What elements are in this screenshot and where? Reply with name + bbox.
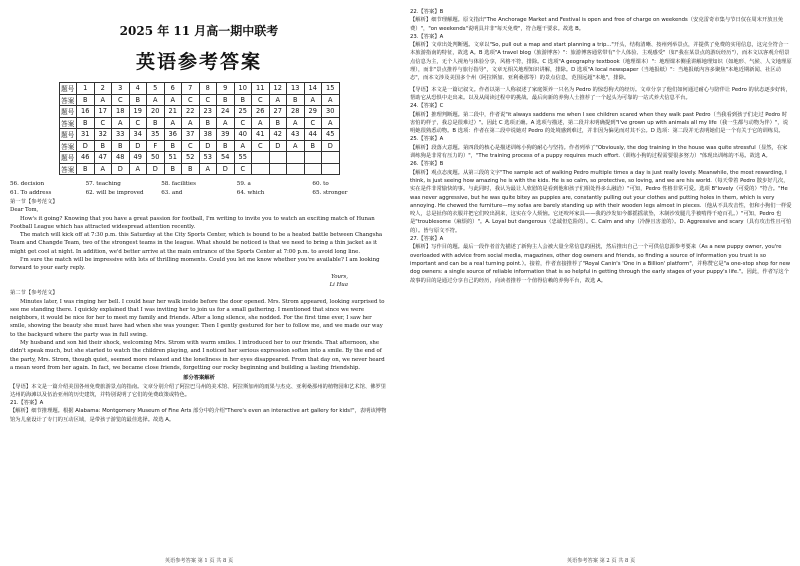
table-row bbox=[59, 117, 339, 129]
table-cell: 答案 bbox=[59, 117, 77, 129]
table-cell: A bbox=[304, 94, 322, 106]
writing1-greeting: Dear Tom, bbox=[10, 207, 39, 214]
table-cell: C bbox=[252, 94, 270, 106]
table-cell bbox=[269, 152, 287, 164]
table-cell: 23 bbox=[199, 106, 217, 118]
fill-answer: 65. stronger bbox=[312, 190, 348, 196]
table-cell bbox=[304, 163, 322, 175]
table-cell: D bbox=[77, 140, 95, 152]
table-cell: 50 bbox=[147, 152, 165, 164]
table-cell: D bbox=[129, 140, 147, 152]
writing1-heading: 第一节【参考范文】 bbox=[10, 199, 58, 205]
table-cell: 53 bbox=[199, 152, 217, 164]
q25-analysis: 【解析】段落大意题。第四段的核心是描述训练小狗的耐心与坚持。作者列举了"Obviously, the dog training in the house was quite stressful（显然，在家训练狗是非常有压力的）"，"The training process of a puppy requires much effort.（训练小狗的过程需要很多努力）"体现出训练的不易。故选 A。 bbox=[410, 144, 788, 160]
table-cell: A bbox=[269, 94, 287, 106]
table-cell: 49 bbox=[129, 152, 147, 164]
writing2-paragraph: Minutes later, I was ringing her bell. I could hear her walk inside before the door opened. Mrs. Strom appeared, looking surprised to see me standing there. I quickly explained that I was inviting her to join us for a small gathering. I mentioned that since we were neighbors, it would be nice for her to meet my family and friends. After a long silence, she nodded. For the first time ever, I saw her smile, showing the beauty she must have had when she was younger. Then I gently gestured for her to follow me, and we made our way to the backyard where the party was in full swing. bbox=[10, 298, 385, 338]
table-cell: 3 bbox=[112, 83, 130, 95]
answer-table bbox=[59, 82, 340, 175]
table-cell: 2 bbox=[94, 83, 112, 95]
table-cell: 题号 bbox=[59, 106, 77, 118]
writing2-heading: 第二节【参考范文】 bbox=[10, 290, 58, 297]
table-cell: F bbox=[147, 140, 165, 152]
table-cell: 29 bbox=[304, 106, 322, 118]
table-cell: B bbox=[164, 163, 182, 175]
table-cell: 7 bbox=[182, 83, 200, 95]
q24-analysis: 【解析】推理判断题。第二段中，作者说"it always saddens me when I see children scared when they walk past Pedro（当我看到孩子们走过 Pedro 时害怕的样子，我总是很难过）"。因此 C 选项正确。A 选项与描述，第二段并未明确提到"I've grown up with animals all my life（我一生都与动物为伴）"，说明她很熟悉动物。B 选项：作者在第二段中说她对 Pedro 的处境感到难过，并非因为偏见而对其不公。D 选项：第二段并无表明她们是一个有关于它的训练员。 bbox=[410, 111, 789, 135]
table-row bbox=[59, 106, 339, 118]
table-cell: 题号 bbox=[59, 152, 77, 164]
q24-answer: 24.【答案】C bbox=[410, 103, 444, 110]
fill-answer: 59. a bbox=[236, 181, 251, 187]
table-cell: 10 bbox=[234, 83, 252, 95]
table-cell: A bbox=[94, 163, 112, 175]
table-cell: C bbox=[182, 94, 200, 106]
table-cell: 55 bbox=[234, 152, 252, 164]
table-cell: 27 bbox=[269, 106, 287, 118]
q27-answer: 27.【答案】A bbox=[410, 236, 444, 243]
table-cell: C bbox=[182, 140, 200, 152]
table-cell: 21 bbox=[164, 106, 182, 118]
table-cell: 5 bbox=[147, 83, 165, 95]
table-cell bbox=[287, 163, 305, 175]
table-cell: B bbox=[147, 117, 165, 129]
fill-blank-answers bbox=[10, 180, 388, 198]
table-cell: 17 bbox=[94, 106, 112, 118]
fill-answer: 63. and bbox=[161, 190, 183, 196]
table-cell: B bbox=[217, 94, 235, 106]
table-cell: A bbox=[164, 94, 182, 106]
table-cell: 47 bbox=[94, 152, 112, 164]
table-cell: C bbox=[94, 117, 112, 129]
table-cell: 26 bbox=[252, 106, 270, 118]
writing1-paragraph: I'm sure the match will be impressive with lots of thrilling moments. Could you let me know whether you're available? I am looking forward to your early reply. bbox=[10, 257, 380, 272]
table-row bbox=[59, 140, 339, 152]
table-cell: 题号 bbox=[59, 129, 77, 141]
table-cell: 28 bbox=[287, 106, 305, 118]
table-cell: C bbox=[234, 117, 252, 129]
table-row bbox=[59, 152, 339, 164]
table-cell: A bbox=[147, 94, 165, 106]
table-cell: 33 bbox=[112, 129, 130, 141]
table-cell: D bbox=[269, 140, 287, 152]
table-cell: 18 bbox=[112, 106, 130, 118]
fill-answer: 62. will be improved bbox=[85, 190, 144, 196]
fill-answer: 60. to bbox=[312, 181, 329, 187]
table-cell: B bbox=[182, 163, 200, 175]
table-cell: B bbox=[94, 140, 112, 152]
table-cell: A bbox=[287, 140, 305, 152]
q23-analysis: 【解析】文章出处判断题。文章以"So, pull out a map and start planning a trip..."开头，结构清晰、按州列举景点，并提供了免费的实用信息，这完全符合一本旅游指南的特征，故选 A。B 选项"A travel blog（旅游博客）"：旅游博客通常带有"个人体验、主观感受"（如"我在某景点的游玩经历"），而本文以客观介绍景点信息为主，无个人视角与体验分享，风格不符，排除。C 选项"A geography textbook（地理课本）"：地理课本侧重讲解地理知识（如地形、气候、人文地理原理），而非"景点推荐与旅行指导"，文章无相关地理知识讲解，排除。D 选项"A local newspaper（当地报纸）"：当地报纸内容多聚焦"本地近期新闻、社区动态"，而本文涉及美国多个州（阿拉斯加、亚利桑那等）的景点信息，范围远超"本地"，排除。 bbox=[410, 42, 792, 82]
table-cell: 43 bbox=[287, 129, 305, 141]
table-cell: B bbox=[77, 94, 95, 106]
table-cell: C bbox=[234, 163, 252, 175]
page-footer-right: 英语参考答案 第 2 页 共 8 页 bbox=[566, 558, 636, 564]
table-cell: B bbox=[112, 140, 130, 152]
table-row bbox=[59, 83, 339, 95]
fill-answer: 64. which bbox=[236, 190, 265, 196]
table-row bbox=[59, 129, 339, 141]
q22-answer: 22.【答案】B bbox=[410, 9, 444, 15]
fill-answer: 58. facilities bbox=[161, 181, 196, 187]
table-cell: B bbox=[304, 140, 322, 152]
table-cell: C bbox=[304, 117, 322, 129]
table-cell: 20 bbox=[147, 106, 165, 118]
writing1-paragraph: How's it going? Knowing that you have a great passion for football, I'm writing to invite you to watch an exciting match of Hunan Football League which has attracted widespread attention recently. bbox=[10, 215, 375, 230]
table-cell: 46 bbox=[77, 152, 95, 164]
table-cell: A bbox=[322, 94, 340, 106]
table-cell: 11 bbox=[252, 83, 270, 95]
table-cell: A bbox=[129, 163, 147, 175]
table-cell: B bbox=[129, 94, 147, 106]
table-cell: 42 bbox=[269, 129, 287, 141]
table-cell: A bbox=[94, 94, 112, 106]
q25-answer: 25.【答案】A bbox=[410, 136, 444, 143]
table-cell: 答案 bbox=[59, 94, 77, 106]
q23-answer: 23.【答案】A bbox=[410, 33, 444, 40]
table-cell: 25 bbox=[234, 106, 252, 118]
table-cell bbox=[269, 163, 287, 175]
table-cell: 39 bbox=[217, 129, 235, 141]
table-cell: 4 bbox=[129, 83, 147, 95]
table-row bbox=[59, 163, 339, 175]
q26-answer: 26.【答案】B bbox=[410, 161, 444, 168]
table-cell bbox=[252, 152, 270, 164]
table-cell: A bbox=[287, 117, 305, 129]
table-cell: 22 bbox=[182, 106, 200, 118]
q21-analysis: 【解析】细节推理题。根据 Alabama: Montgomery Museum of Fine Arts 部分中的介绍"There's even an interactive art gallery for kids!"，表明该博物馆为儿童设计了专门的互动区域，是带孩子游览的最佳选择。故选 A。 bbox=[10, 408, 387, 423]
table-cell: 8 bbox=[199, 83, 217, 95]
table-cell: 1 bbox=[77, 83, 95, 95]
table-cell: B bbox=[269, 117, 287, 129]
table-cell: A bbox=[199, 163, 217, 175]
table-cell: B bbox=[199, 117, 217, 129]
writing2-paragraph: My husband and son hid their shock, welcoming Mrs. Strom with warm smiles. I introduced her to our friends. That afternoon, she didn't speak much, but she started to watch the children playing, and I noticed her serious expression soften into a smile. By the end of the party, Mrs. Strom, though quiet, seemed more relaxed and the loneliness in her eyes disappeared. From that day on, we never heard a mean word from her again. In fact, we became close friends, forgetting our rocky beginning and building a lasting friendship. bbox=[10, 340, 385, 371]
table-cell: D bbox=[217, 163, 235, 175]
table-cell: 48 bbox=[112, 152, 130, 164]
table-cell: 54 bbox=[217, 152, 235, 164]
right-column bbox=[402, 0, 800, 566]
q27-analysis: 【解析】写作目的题。最后一段作者首先描述了新狗主人会被大量全常信息的困扰，然后推出自己一个可供信息源参考要来（As a new puppy owner, you're overloaded with advice from social media, magazines, other dog owners and friends, so finding a source of information you trust is so important and can be a real turning point.）。接着，作者直接推荐了"Royal Canin's 'One in a Billion' platform"，并称赞它是"a one-stop shop for new dog owners: a single source of reliable information that is so helpful in getting through the early stages of your puppy's life."。因此，作者写这个故事的目的是通过分享自己的经历，向读者推荐一个值得信赖的养狗平台，故选 A。 bbox=[410, 244, 791, 284]
table-cell: 24 bbox=[217, 106, 235, 118]
q21-answer: 21.【答案】A bbox=[10, 400, 44, 407]
table-cell: C bbox=[199, 94, 217, 106]
table-cell: D bbox=[322, 140, 340, 152]
table-cell bbox=[322, 163, 340, 175]
table-cell: B bbox=[234, 94, 252, 106]
table-cell bbox=[322, 152, 340, 164]
table-cell: B bbox=[217, 140, 235, 152]
table-cell: 32 bbox=[94, 129, 112, 141]
table-cell: A bbox=[182, 117, 200, 129]
table-row bbox=[59, 94, 339, 106]
table-cell: 13 bbox=[287, 83, 305, 95]
table-cell: 题号 bbox=[59, 83, 77, 95]
table-cell: 9 bbox=[217, 83, 235, 95]
table-cell: 38 bbox=[199, 129, 217, 141]
table-cell: 35 bbox=[147, 129, 165, 141]
fill-answer: 56. decision bbox=[10, 181, 45, 187]
q22-analysis: 【解析】细节理解题。原文指出"The Anchorage Market and Festival is open and free of charge on weekends（安克雷奇市集与节日仅在周末开放且免费）"，"on weekends"说明具并非"每天免费"，符合题干要求。故选 B。 bbox=[410, 17, 784, 32]
table-cell: 52 bbox=[182, 152, 200, 164]
table-cell: 51 bbox=[164, 152, 182, 164]
table-cell: 44 bbox=[304, 129, 322, 141]
writing1-name: Li Hua bbox=[329, 281, 348, 288]
table-cell: 45 bbox=[322, 129, 340, 141]
q26-analysis: 【解析】观点态度题。从第三段的文字"The sample act of walking Pedro multiple times a day is just really lovely. Meanwhile, the most rewarding, I think, is just seeing how amazing he is with the kids. He is so calm, so protective, so loving, and we are his world.（每天带着 Pedro 散步好几次，实在是件非常愉快的事。与此同时，我认为最让人欣慰的是看到他和孩子们相处得多么融洽）"可知，Pedro 性格非常可爱。选项 B"lovely（可爱的）"符合。"He was never aggressive, but he was quite bitey as puppies are, constantly pulling out your clothes and putting holes in them, which is very annoying. He chewed the furniture—my sofas are barely standing up with their wooden legs almost in pieces.（他从不具攻击性，但和小狗们一样爱咬人，总是扯你的衣服并把它们咬出洞来，这实在令人烦恼。它还咬坏家具——我的沙发如今都摇摇欲坠，木制沙发腿几乎被啃得千疮百孔。）"可知，Pedro 也是"troublesome（麻烦的）"。A. Loyal but dangerous（忠诚但危险的）。C. Calm and shy（冷静且害羞的）。D. Aggressive and scary（具有攻击性且可怕的）。皆与原文不符。 bbox=[410, 169, 792, 234]
table-cell: A bbox=[164, 117, 182, 129]
page-title: 英语参考答案 bbox=[135, 51, 262, 73]
table-cell: A bbox=[217, 117, 235, 129]
exam-title: 2025 年 11 月高一期中联考 bbox=[119, 24, 279, 38]
table-cell bbox=[304, 152, 322, 164]
table-cell: A bbox=[322, 117, 340, 129]
table-cell: B bbox=[287, 94, 305, 106]
table-cell: B bbox=[77, 163, 95, 175]
table-cell: 31 bbox=[77, 129, 95, 141]
table-cell bbox=[252, 163, 270, 175]
fill-answer: 57. teaching bbox=[85, 181, 121, 187]
writing1-closing: Yours, bbox=[331, 273, 348, 280]
table-cell: 36 bbox=[164, 129, 182, 141]
table-cell: 答案 bbox=[59, 163, 77, 175]
passage-intro: 【导语】本文是一篇记叙文。作者以第一人称叙述了家庭领养一只名为 Pedro 的惊恐狗犬的经历。文章分享了他们如何通过耐心与陪伴让 Pedro 的状态逐步好转，帮助它从恐惧中走出来。以及从阅读过程中的挑战、最后向新的养狗人士推荐了一个起头为可靠的一站式养犬信息平台。 bbox=[410, 86, 791, 101]
table-cell: C bbox=[252, 140, 270, 152]
table-cell bbox=[287, 152, 305, 164]
table-cell: 15 bbox=[322, 83, 340, 95]
table-cell: 12 bbox=[269, 83, 287, 95]
writing1-paragraph: The match will kick off at 7:30 p.m. this Saturday at the City Sports Center, which is bound to be a heated battle between Changsha Team and Changde Team, two of the strongest teams in the league. What should be noticed is that we need to bring a thin jacket as it might get cool at night. In addition, we'd better arrive at the main entrance of the Sports Center at 7:00 p.m. to avoid long line. bbox=[10, 232, 383, 255]
table-cell: 41 bbox=[252, 129, 270, 141]
left-column bbox=[0, 0, 398, 566]
table-cell: D bbox=[147, 163, 165, 175]
table-cell: A bbox=[112, 117, 130, 129]
table-cell: 37 bbox=[182, 129, 200, 141]
table-cell: 19 bbox=[129, 106, 147, 118]
table-cell: 40 bbox=[234, 129, 252, 141]
table-cell: C bbox=[129, 117, 147, 129]
table-cell: A bbox=[252, 117, 270, 129]
table-cell: 14 bbox=[304, 83, 322, 95]
page-footer-left: 英语参考答案 第 1 页 共 8 页 bbox=[164, 558, 234, 564]
table-cell: B bbox=[164, 140, 182, 152]
analysis-intro: 【导语】本文是一篇介绍美国各州免费旅游景点的指南。文章分别介绍了阿拉巴马州的美术馆、阿拉斯加州的雨果与杰克、亚利桑那州的植物园和艺术馆、佛罗里达州的海滩以及伍治亚州的历史建筑，并特别说明了它们的免费政策或特色。 bbox=[10, 383, 387, 398]
fill-answer: 61. To address bbox=[10, 190, 52, 196]
table-cell: C bbox=[112, 94, 130, 106]
analysis-heading: 部分答案解析 bbox=[183, 375, 215, 382]
table-cell: 16 bbox=[77, 106, 95, 118]
table-cell: B bbox=[77, 117, 95, 129]
table-cell: 6 bbox=[164, 83, 182, 95]
table-cell: 30 bbox=[322, 106, 340, 118]
table-cell: D bbox=[112, 163, 130, 175]
table-cell: 答案 bbox=[59, 140, 77, 152]
table-cell: A bbox=[234, 140, 252, 152]
table-cell: 34 bbox=[129, 129, 147, 141]
table-cell: D bbox=[199, 140, 217, 152]
